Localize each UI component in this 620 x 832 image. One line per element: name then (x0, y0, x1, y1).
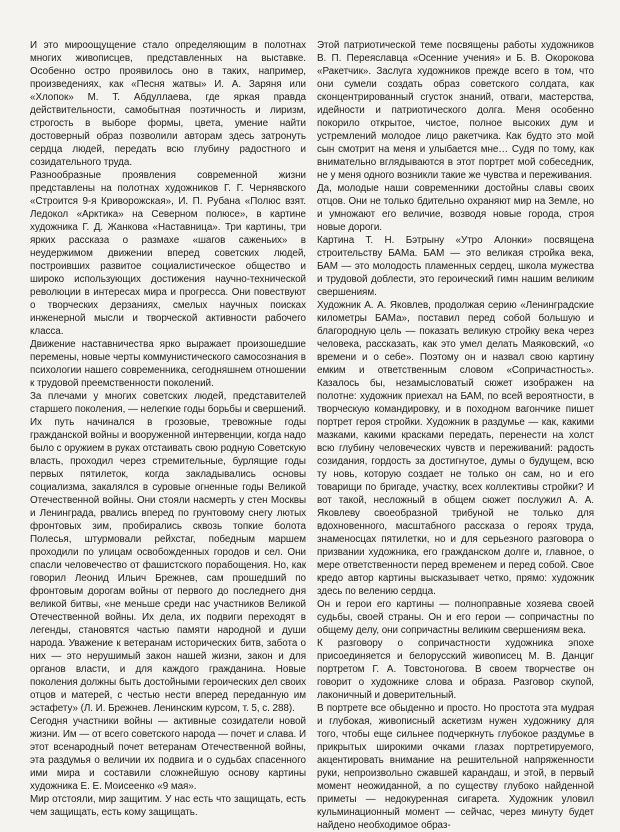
paragraph: И это мироощущение стало определяющим в полотнах многих живописцев, представленных на выставке. Особенно остро проявилось оно в таких, например, произведениях, как «Песня жатвы» И. А. Заряня или «Хлопок» М. Т. Абдуллаева, где яркая правда действительности, самобытная поэтичность и лиризм, строгость в выборе формы, цвета, умение найти достоверный образ позволили авторам здесь затронуть сердца людей, передать всю глубину радостного и созидательного труда. (30, 40, 306, 168)
paragraph: Сегодня участники войны — активные созидатели новой жизни. Им — от всего советского народа — почет и слава. И этот всенародный почет ветеранам Отечественной войны, эта раздумья о величии их подвига и о судьбах спасенного ими мира и составили сложнейшую основу картины художника Е. Е. Моисеенко «9 мая». (30, 716, 306, 792)
paragraph: Разнообразные проявления современной жизни представлены на полотнах художников Г. Г. Чернявского «Строится 9-я Криворожская», И. П. Рубана «Полюс взят. Ледокол «Арктика» на Северном полюсе», в картине художника Г. Д. Жанкова «Наставница». Три картины, три ярких рассказа о размахе «шагов саженьих» в неудержимом движении вперед советских людей, построивших развитое социалистическое общество и широко использующих достижения научно-технической революции в интересах мира и прогресса. Они повествуют о творческих дерзаниях, смелых научных поисках инженерной мысли и творческой активности рабочего класса. (30, 170, 306, 337)
paragraph: Он и герои его картины — полноправные хозяева своей судьбы, своей страны. Он и его герои — сопричастны по общему делу, они сопричастны великим свершениям века. (317, 599, 594, 636)
paragraph: Художник А. А. Яковлев, продолжая серию «Ленинградские километры БАМа», поставил перед собой большую и благородную цель — показать великую стройку века через человека, рассказать, как это умел делать Маяковский, «о времени и о себе». Поэтому он и назвал свою картину емким и ответственным словом «Сопричастность». Казалось бы, незамысловатый сюжет изображен на полотне: художник приехал на БАМ, по всей вероятности, в творческую командировку, и в походном вагончике пишет портрет героя стройки. Художник в раздумье — как, какими мазками, какими красками передать, перенести на холст всю глубину человеческих чувств и переживаний: радость созидания, гордость за достигнутое, думы о будущем, всю ту новь, которую создает не только он сам, но и его товарищи по бригаде, участку, всех коллективы стройки? И вот такой, несложный в общем сюжет послужил А. А. Яковлеву своеобразной трибуной не только для вдохновенного, масштабного рассказа о героях труда, знаменосцах пятилетки, но и для серьезного разговора о призвании художника, его гражданском долге и, главное, о мере ответственности перед временем и перед собой. Свое кредо автор картины высказывает четко, прямо: художник здесь по велению сердца. (317, 300, 594, 597)
paragraph: Движение наставничества ярко выражает произошедшие перемены, новые черты коммунистического самосознания в психологии нашего современника, сегодняшнем отношении к трудовой преемственности поколений. (30, 339, 306, 389)
paragraph: Картина Т. Н. Бэтрыну «Утро Алонки» посвящена строительству БАМа. БАМ — это великая стройка века, БАМ — это молодость пламенных сердец, школа мужества и трудовой доблести, это героический гимн нашим великим свершениям. (317, 235, 594, 298)
paragraph: Мир отстояли, мир защитим. У нас есть что защищать, есть чем защищать, есть кому защищать. (30, 794, 306, 818)
paragraph: Этой патриотической теме посвящены работы художников В. П. Переяславца «Осенние учения» и Б. В. Окорокова «Ракетчик». Заслуга художников прежде всего в том, что они сумели создать образ советского солдата, как сконцентрированный сгусток знаний, отваги, мастерства, идейности и патриотического долга. Меня особенно покорило открытое, чистое, полное высоких дум и устремлений молодое лицо ракетчика. Как будто это мой сын смотрит на меня и улыбается мне… Судя по тому, как внимательно вглядываются в этот портрет мой собеседник, не у меня одного возникли такие же чувства и переживания. (317, 40, 594, 181)
left-text-column (30, 39, 306, 819)
paragraph: В портрете все обыденно и просто. Но простота эта мудрая и глубокая, живописный аскетизм нужен художнику для того, чтобы еще сильнее подчеркнуть глубокое раздумье в прикрытых широкими очками глазах портретируемого, акцентировать внимание на решительной напряженности руки, непроизвольно сжавшей карандаш, и этой, в первый момент неожиданной, а по существу глубоко найденной приметы — недокуренная сигарета. Художник уловил кульминационный момент — сейчас, через минуту будет найдено необходимое образ- (317, 703, 594, 831)
right-text-column (317, 39, 594, 832)
paragraph: К разговору о сопричастности художника эпохе присоединяется и белорусский живописец М. В. Данциг портретом Г. А. Товстоногова. В своем творчестве он говорит о художнике слова и образа. Разговор скупой, лаконичный и доверительный. (317, 638, 594, 701)
paragraph: Да, молодые наши современники достойны славы своих отцов. Они не только бдительно охраняют мир на Земле, но и умножают его величие, возводя новые города, строя новые дороги. (317, 183, 594, 233)
paragraph: За плечами у многих советских людей, представителей старшего поколения, — нелегкие годы борьбы и свершений. Их путь начинался в грозовые, тревожные годы гражданской войны и вооруженной интервенции, когда надо было с оружием в руках отстаивать свою родную Советскую власть, проходил через стремительные, бурлящие годы первых пятилеток, когда закладывались основы социализма, закалялся в суровые огненные годы Великой Отечественной войны. Они стояли насмерть у стен Москвы и Ленинграда, рвались вперед по грунтовому снегу лютых фронтовых зим, пробирались сквозь топкие болота Полесья, штурмовали рейхстаг, победным маршем проходили по улицам освобожденных городов и сел. Они спасли человечество от фашистского порабощения. Но, как говорил Леонид Ильич Брежнев, сам прошедший по фронтовым дорогам войны от первого до последнего дня великой битвы, «не меньше среди нас участников Великой Отечественной войны. Их дела, их подвиги переходят в легенды, становятся частью памяти народной и души народа. Уважение к ветеранам исторических битв, забота о них — это нерушимый закон нашей жизни, закон и для органов власти, и для каждого гражданина. Новые поколения должны быть достойными героических дел своих отцов и матерей, с честью нести вперед переданную им эстафету» (Л. И. Брежнев. Ленинским курсом, т. 5, с. 288). (30, 391, 306, 714)
